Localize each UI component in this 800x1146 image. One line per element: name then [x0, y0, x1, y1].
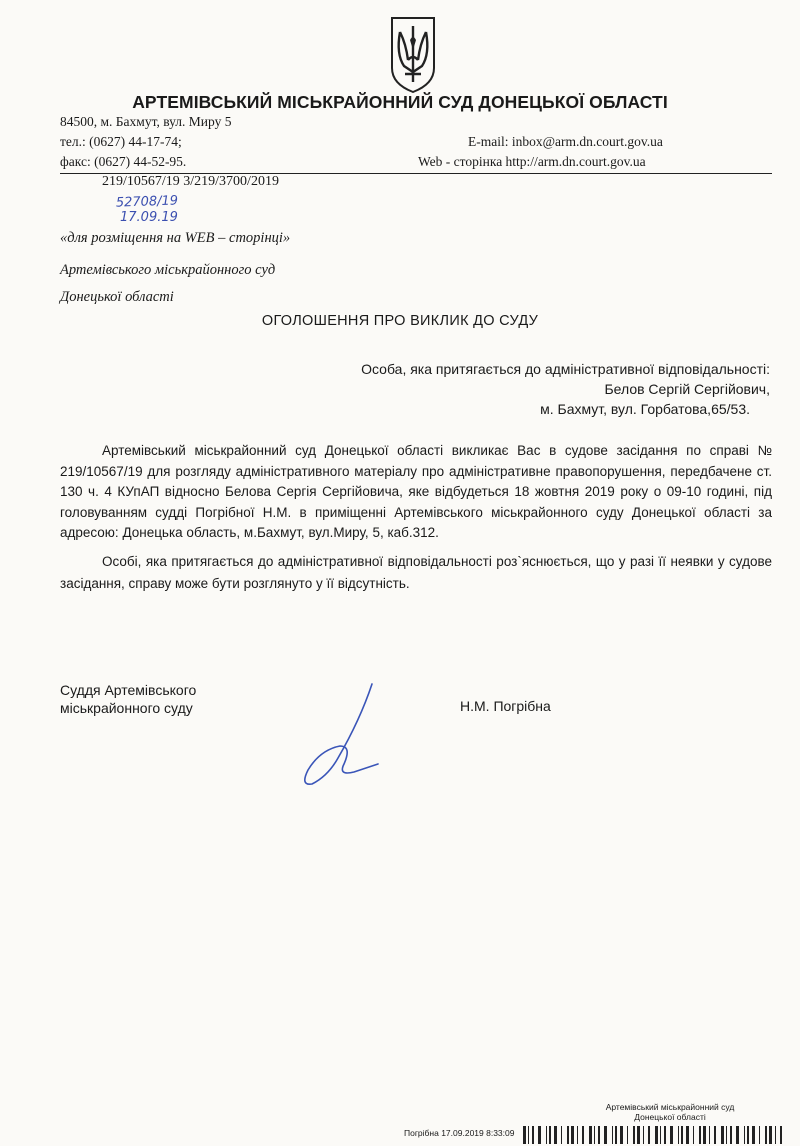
court-website: Web - сторінка http://arm.dn.court.gov.ua	[418, 154, 646, 169]
absence-notice-paragraph: Особі, яка притягається до адміністративної відповідальності роз`яснюється, що у разі її неявки у судове засідання, справу може бути розглянуто у її відсутність.	[60, 554, 772, 591]
footer-org-line2: Донецької області	[634, 1112, 706, 1122]
document-barcode	[523, 1124, 788, 1146]
addressee-court-line1: Артемівського міськрайонного суд	[60, 262, 276, 278]
court-address: 84500, м. Бахмут, вул. Миру 5	[60, 114, 232, 129]
person-name: Белов Сергій Сергійович,	[604, 381, 770, 397]
stamp-number: 52708/19	[115, 193, 179, 211]
coat-of-arms-emblem	[386, 14, 440, 94]
court-phone: тел.: (0627) 44-17-74;	[60, 134, 182, 149]
web-placement-note: «для розміщення на WEB – сторінці»	[60, 230, 291, 246]
judge-name: Н.М. Погрібна	[460, 698, 551, 714]
judge-title-line1: Суддя Артемівського	[60, 682, 197, 698]
footer-organization	[560, 1102, 780, 1122]
document-title: ОГОЛОШЕННЯ ПРО ВИКЛИК ДО СУДУ	[261, 313, 539, 329]
footer-org-line1: Артемівський міськрайонний суд	[605, 1102, 735, 1112]
registration-stamp	[112, 190, 212, 224]
person-label: Особа, яка притягається до адміністративної відповідальності:	[361, 361, 770, 377]
judge-title-line2: міськрайонного суду	[60, 700, 193, 716]
court-email: E-mail: inbox@arm.dn.court.gov.ua	[468, 134, 663, 149]
handwritten-signature	[290, 680, 390, 790]
person-address: м. Бахмут, вул. Горбатова,65/53.	[540, 401, 750, 417]
court-title: АРТЕМІВСЬКИЙ МІСЬКРАЙОННИЙ СУД ДОНЕЦЬКОЇ ОБЛАСТІ	[132, 92, 668, 112]
case-reference-number: 219/10567/19 3/219/3700/2019	[102, 174, 279, 189]
stamp-date: 17.09.19	[120, 210, 178, 224]
summons-paragraph: Артемівський міськрайонний суд Донецької області викликає Вас в судове засідання по справі № 219/10567/19 для розгляду адміністративного матеріалу про адміністративне правопорушення, передбачене ст. 130 ч. 4 КУпАП відносно Белова Сергія Сергійовича, яке відбудеться 18 жовтня 2019 року о 09-10 годині, під головуванням судді Погрібної Н.М. в приміщенні Артемівського міськрайонного суду Донецької області за адресою: Донецька область, м.Бахмут, вул.Миру, 5, каб.312.	[60, 443, 772, 540]
court-fax: факс: (0627) 44-52-95.	[60, 154, 187, 169]
addressee-court-line2: Донецької області	[60, 289, 174, 305]
print-timestamp: Погрібна 17.09.2019 8:33:09	[404, 1128, 515, 1138]
